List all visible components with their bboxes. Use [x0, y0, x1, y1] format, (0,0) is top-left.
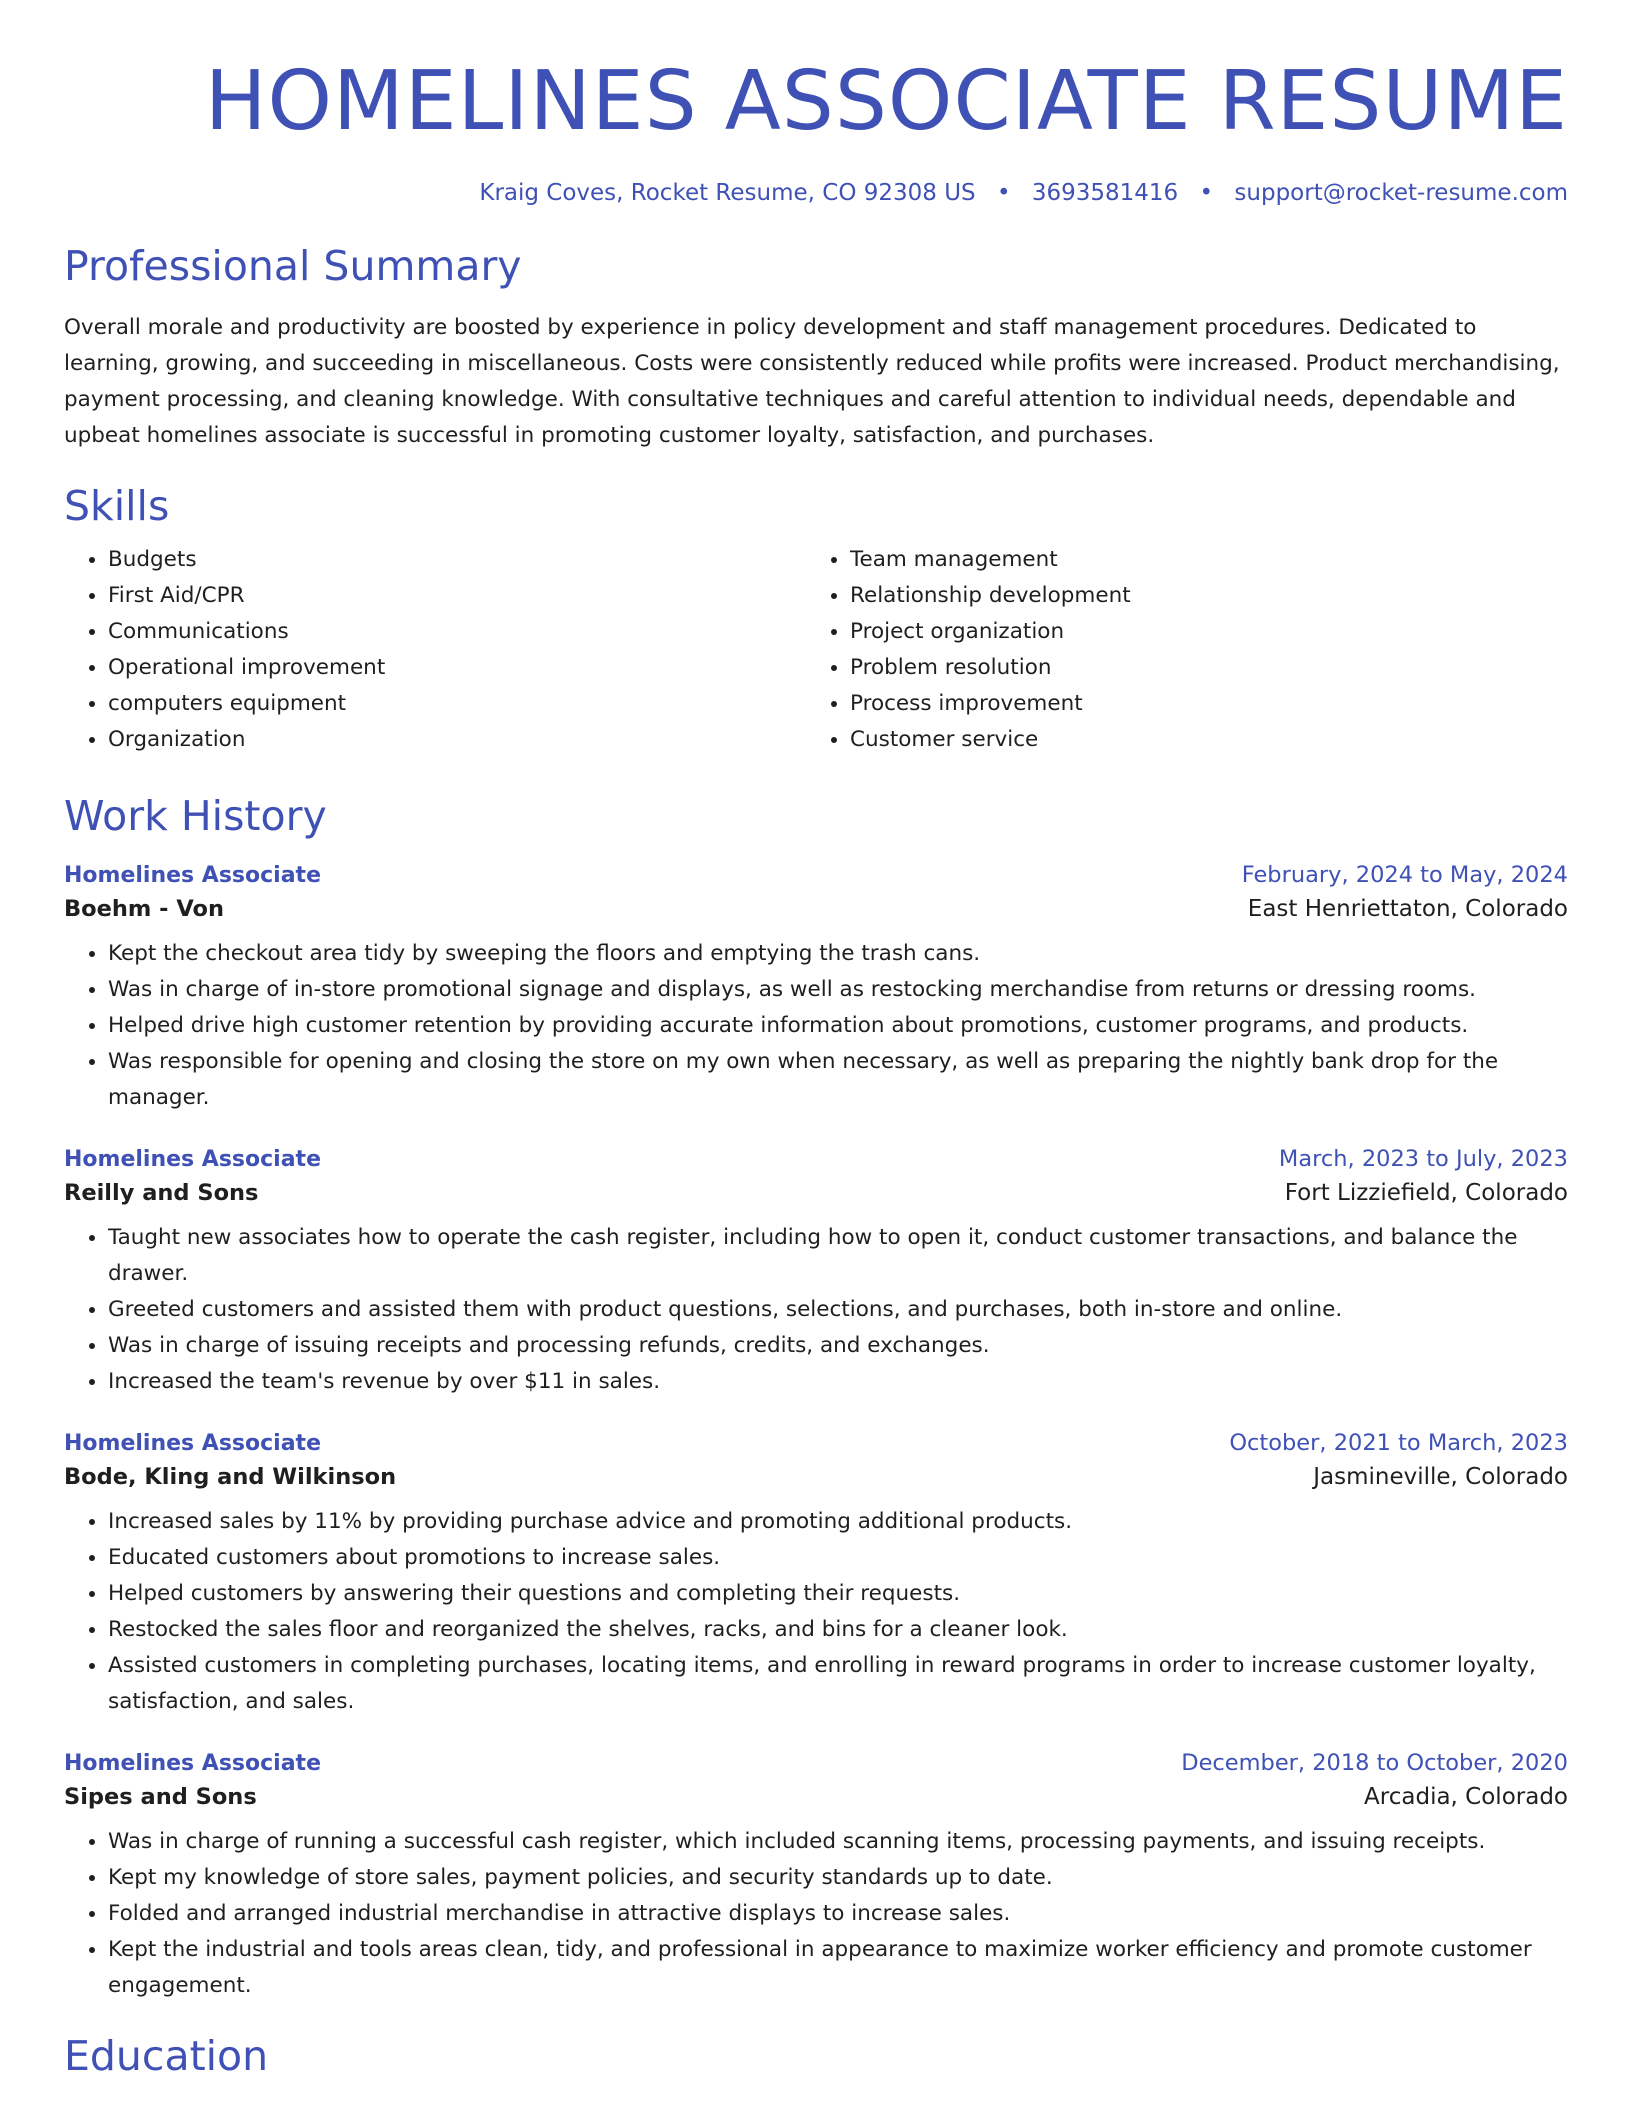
- job-title: Homelines Associate: [64, 1751, 321, 1776]
- education-heading: Education: [64, 2032, 269, 2080]
- job-bullet: • Increased the team's revenue by over $11 in sales.: [108, 1364, 1568, 1400]
- job-title: Homelines Associate: [64, 1147, 321, 1172]
- job-title: Homelines Associate: [64, 1431, 321, 1456]
- job-bullet: • Helped customers by answering their questions and completing their requests.: [108, 1576, 1568, 1612]
- skill-item: • Team management: [850, 542, 1548, 578]
- skill-item: • Organization: [108, 722, 806, 758]
- job-bullet: • Was in charge of issuing receipts and processing refunds, credits, and exchanges.: [108, 1328, 1568, 1364]
- company-name: Boehm - Von: [64, 896, 224, 922]
- summary-heading: Professional Summary: [64, 242, 522, 290]
- skills-list-left: [64, 542, 806, 758]
- job-bullet: • Kept the checkout area tidy by sweeping the floors and emptying the trash cans.: [108, 936, 1568, 972]
- skills-grid: [64, 542, 1568, 758]
- job-location: Arcadia, Colorado: [1364, 1784, 1568, 1810]
- job-location: Jasmineville, Colorado: [1313, 1464, 1568, 1490]
- job-bullet: • Was in charge of in-store promotional signage and displays, as well as restocking merchandise from returns or dressing rooms.: [108, 972, 1568, 1008]
- job-location: Fort Lizziefield, Colorado: [1284, 1180, 1568, 1206]
- job-bullet: • Kept my knowledge of store sales, payment policies, and security standards up to date.: [108, 1860, 1568, 1896]
- summary-text: Overall morale and productivity are boosted by experience in policy development and staff management procedures. Dedicated to learning, growing, and succeeding in miscellaneous. Costs were consistently reduced while profits were increased. Product merchandising, payment processing, and cleaning knowledge. With consultative techniques and careful attention to individual needs, dependable and upbeat homelines associate is successful in promoting customer loyalty, satisfaction, and purchases.: [64, 315, 1560, 448]
- job-bullet: • Taught new associates how to operate the cash register, including how to open it, conduct customer transactions, and balance the drawer.: [108, 1220, 1568, 1292]
- skill-item: • Process improvement: [850, 686, 1548, 722]
- job-title: Homelines Associate: [64, 863, 321, 888]
- skill-item: • Operational improvement: [108, 650, 806, 686]
- work-history-list: [64, 862, 1568, 2004]
- contact-separator: •: [1199, 180, 1214, 206]
- job-bullets: [64, 936, 1568, 1116]
- work-history-heading: Work History: [64, 792, 327, 840]
- job-bullet: • Helped drive high customer retention by providing accurate information about promotions, customer programs, and products.: [108, 1008, 1568, 1044]
- skill-item: • Communications: [108, 614, 806, 650]
- job-bullet: • Folded and arranged industrial merchandise in attractive displays to increase sales.: [108, 1896, 1568, 1932]
- job-bullets: [64, 1824, 1568, 2004]
- company-name: Bode, Kling and Wilkinson: [64, 1464, 397, 1490]
- contact-email: support@rocket-resume.com: [1234, 180, 1568, 206]
- skill-item: • Problem resolution: [850, 650, 1548, 686]
- job-entry: [64, 1146, 1568, 1400]
- job-bullet: • Assisted customers in completing purchases, locating items, and enrolling in reward programs in order to increase customer loyalty, satisfaction, and sales.: [108, 1648, 1568, 1720]
- skill-item: • computers equipment: [108, 686, 806, 722]
- skill-item: • Relationship development: [850, 578, 1548, 614]
- resume-title: HOMELINES ASSOCIATE RESUME: [204, 54, 1568, 149]
- job-bullet: • Kept the industrial and tools areas clean, tidy, and professional in appearance to maximize worker efficiency and promote customer engagement.: [108, 1932, 1568, 2004]
- job-bullet: • Restocked the sales floor and reorganized the shelves, racks, and bins for a cleaner look.: [108, 1612, 1568, 1648]
- contact-address: Kraig Coves, Rocket Resume, CO 92308 US: [479, 180, 976, 206]
- job-dates: December, 2018 to October, 2020: [1181, 1750, 1568, 1776]
- skill-item: • Project organization: [850, 614, 1548, 650]
- job-dates: October, 2021 to March, 2023: [1229, 1430, 1568, 1456]
- job-bullet: • Educated customers about promotions to increase sales.: [108, 1540, 1568, 1576]
- job-location: East Henriettaton, Colorado: [1247, 896, 1568, 922]
- contact-line: [64, 180, 1568, 206]
- company-name: Sipes and Sons: [64, 1784, 257, 1810]
- resume-page: [64, 0, 1568, 2080]
- skill-item: • Budgets: [108, 542, 806, 578]
- job-bullet: • Increased sales by 11% by providing purchase advice and promoting additional products.: [108, 1504, 1568, 1540]
- skill-item: • First Aid/CPR: [108, 578, 806, 614]
- skills-heading: Skills: [64, 482, 170, 530]
- skills-list-right: [806, 542, 1548, 758]
- job-bullets: [64, 1504, 1568, 1720]
- job-bullets: [64, 1220, 1568, 1400]
- job-dates: February, 2024 to May, 2024: [1241, 862, 1568, 888]
- job-bullet: • Was in charge of running a successful cash register, which included scanning items, processing payments, and issuing receipts.: [108, 1824, 1568, 1860]
- skill-item: • Customer service: [850, 722, 1548, 758]
- job-entry: [64, 862, 1568, 1116]
- contact-phone: 3693581416: [1031, 180, 1179, 206]
- job-entry: [64, 1430, 1568, 1720]
- job-bullet: • Greeted customers and assisted them with product questions, selections, and purchases, both in-store and online.: [108, 1292, 1568, 1328]
- job-dates: March, 2023 to July, 2023: [1278, 1146, 1568, 1172]
- contact-separator: •: [996, 180, 1011, 206]
- company-name: Reilly and Sons: [64, 1180, 259, 1206]
- job-bullet: • Was responsible for opening and closing the store on my own when necessary, as well as preparing the nightly bank drop for the manager.: [108, 1044, 1568, 1116]
- job-entry: [64, 1750, 1568, 2004]
